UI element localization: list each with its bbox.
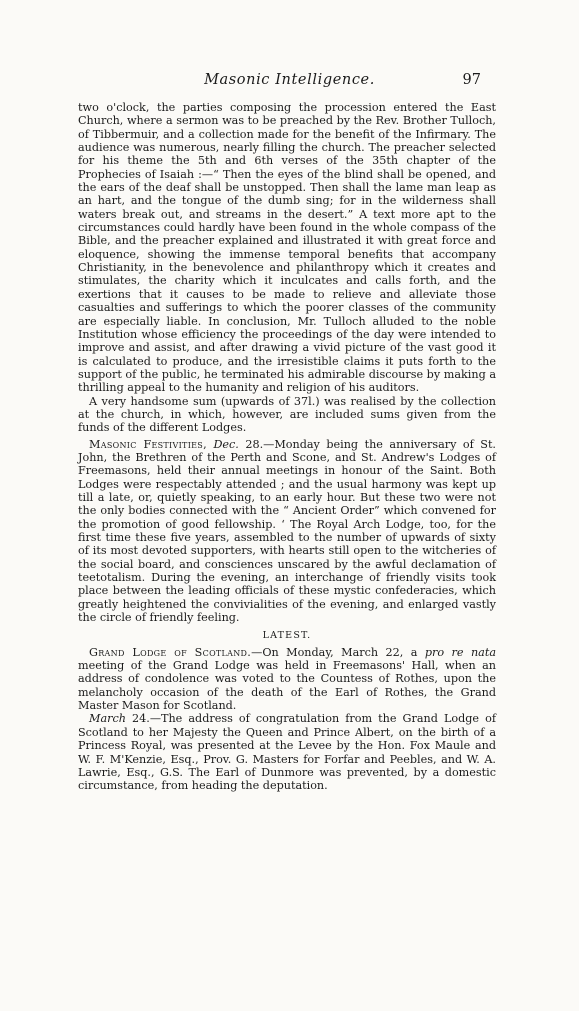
body-text xyxy=(78,101,496,793)
paragraph-masonic-festivities xyxy=(78,438,496,625)
running-title: Masonic Intelligence. xyxy=(204,72,375,88)
grand-lodge-latin-phrase: pro re nata xyxy=(424,645,496,659)
march-24-text: 24.—The address of congratulation from the Grand Lodge of Scotland to her Majesty the Queen and Prince Albert, on the birth of a Princess Royal, was presented at the Levee by the Hon. Fox Maule and W. F. M'Kenzie, Esq., Prov. G. Masters for Forfar and Peebles, and W. A. Lawrie, Esq., G.S. The Earl of Dunmore was prevented, by a domestic circumstance, from heading the deputation. xyxy=(78,712,496,793)
march-date-label: March xyxy=(89,712,126,726)
festivities-text: 28.—Monday being the anniversary of St. John, the Brethren of the Perth and Scone, and St. Andrew's Lodges of Freemasons, held their annual meetings in honour of the Saint. Both Lodges were respectably attended ; and the usual harmony was kept up till a late, or, quietly speaking, to an early hour. But these two were not the only bodies connected with the “ Ancient Order” which convened for the promotion of good fellowship. ‘ The Royal Arch Lodge, too, for the first time these five years, assembled to the number of upwards of sixty of its most devoted supporters, with hearts still open to the witcheries of the social board, and consciences unscared by the awful declamation of teetotalism. During the evening, an interchange of friendly visits took place between the leading officials of these mystic confederacies, which greatly heightened the convivialities of the evening, and enlarged vastly the circle of friendly feeling. xyxy=(78,437,496,625)
section-heading-latest: LATEST. xyxy=(262,630,312,642)
paragraph-collection: A very handsome sum (upwards of 37l.) was realised by the collection at the church, in which, however, are included sums given from the funds of the different Lodges. xyxy=(78,394,496,435)
section-heading-masonic-festivities: Masonic Festivities, xyxy=(89,437,207,451)
paragraph-grand-lodge xyxy=(78,646,496,713)
paragraph-march-24 xyxy=(78,712,496,792)
paragraph-procession-sermon: two o'clock, the parties composing the procession entered the East Church, where a sermon was to be preached by the Rev. Brother Tulloch, of Tibbermuir, and a collection made for the benefit of the Infirmary. The audience was numerous, nearly filling the church. The preacher selected for his theme the 5th and 6th verses of the 35th chapter of the Prophecies of Isaiah :—“ Then the eyes of the blind shall be opened, and the ears of the deaf shall be unstopped. Then shall the lame man leap as an hart, and the tongue of the dumb sing; for in the wilderness shall waters break out, and streams in the desert.” A text more apt to the circumstances could hardly have been found in the whole compass of the Bible, and the preacher explained and illustrated it with great force and eloquence, showing the immense temporal benefits that accompany Christianity, in the benevolence and philanthropy which it creates and stimulates, the charity which it inculcates and calls forth, and the exertions that it causes to be made to relieve and alleviate those casualties and sufferings to which the poorer classes of the community are especially liable. In conclusion, Mr. Tulloch alluded to the noble Institution whose efficiency the proceedings of the day were intended to improve and assist, and after drawing a vivid picture of the vast good it is calculated to produce, and the irresistible claims it puts forth to the support of the public, he terminated his admirable discourse by making a thrilling appeal to the humanity and religion of his auditors. xyxy=(78,101,496,395)
grand-lodge-text-a: —On Monday, March 22, a xyxy=(251,645,425,659)
section-heading-grand-lodge: Grand Lodge of Scotland. xyxy=(89,645,252,659)
page-number: 97 xyxy=(462,72,481,88)
grand-lodge-text-b: meeting of the Grand Lodge was held in Freemasons' Hall, when an address of condolence was voted to the Countess of Rothes, upon the melancholy occasion of the death of the Earl of Rothes, the Grand Master Mason for Scotland. xyxy=(78,659,496,713)
festivities-date-label: Dec. xyxy=(213,437,239,451)
running-head xyxy=(0,72,579,94)
